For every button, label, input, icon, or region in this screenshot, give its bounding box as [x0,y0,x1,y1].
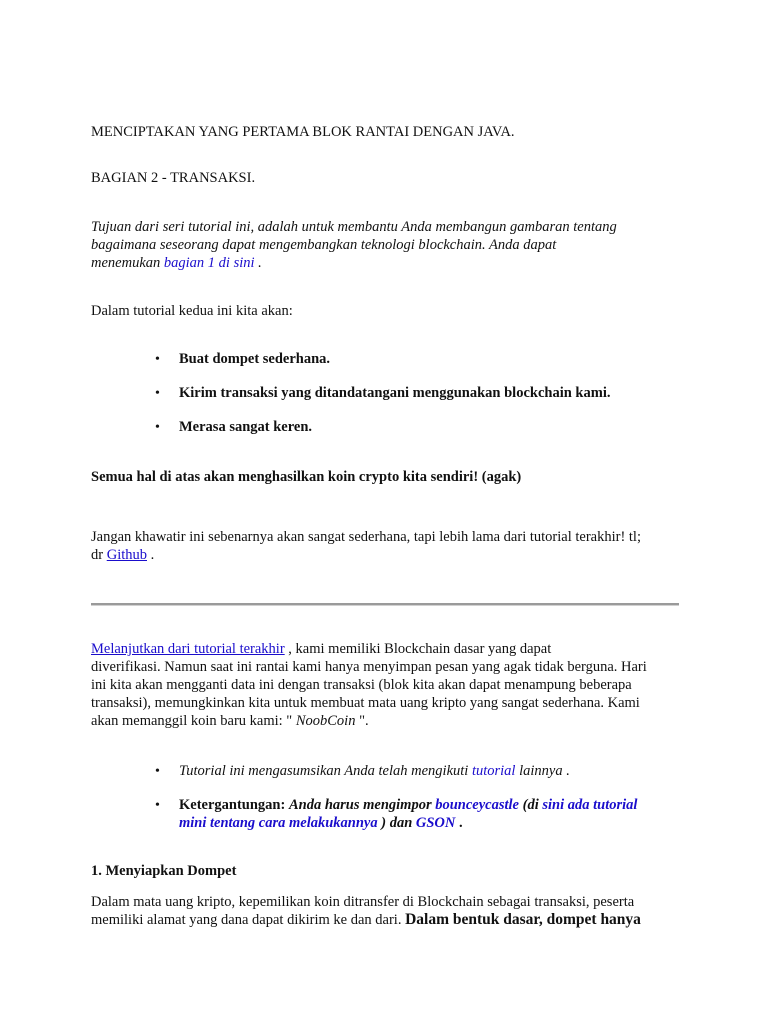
note-line: Jangan khawatir ini sebenarnya akan sangat sederhana, tapi lebih lama dari tutorial terakhir! tl; [91,529,641,545]
section-line [91,911,681,929]
dependency-text: ) dan [377,815,416,831]
page-title: MENCIPTAKAN YANG PERTAMA BLOK RANTAI DENGAN JAVA. [91,124,515,140]
note-text: dr [91,547,107,563]
section-heading: 1. Menyiapkan Dompet [91,863,237,879]
summary-text: Semua hal di atas akan menghasilkan koin crypto kita sendiri! (agak) [91,469,522,485]
intro-line: Tujuan dari seri tutorial ini, adalah untuk membantu Anda membangun gambaran tentang [91,219,617,235]
intro-paragraph [91,218,681,272]
page-subtitle: BAGIAN 2 - TRANSAKSI. [91,170,256,186]
continue-line: ini kita akan mengganti data ini dengan transaksi (blok kita akan dapat menampung beberapa [91,677,632,693]
continue-text: , kami memiliki Blockchain dasar yang dapat [284,641,552,657]
assumption-text: lainnya . [515,763,570,779]
continue-paragraph [91,640,681,730]
assumption-item [179,762,679,780]
part1-link[interactable]: bagian 1 di sini [163,255,255,271]
previous-tutorial-link[interactable]: Melanjutkan dari tutorial terakhir [91,641,285,657]
continue-text: ". [355,713,369,729]
note-line [91,546,681,564]
bullet-icon: • [155,352,160,367]
dependency-item [179,796,679,832]
continue-line [91,640,681,658]
intro-text: menemukan [91,255,164,271]
dependency-text: (di [519,797,543,813]
goal-item: Kirim transaksi yang ditandatangani menggunakan blockchain kami. [179,385,611,401]
github-link[interactable]: Github [106,547,147,563]
section-bold-text: Dalam bentuk dasar, dompet hanya [405,911,641,928]
note-text: . [147,547,155,563]
goal-item: Merasa sangat keren. [179,419,313,435]
assumption-text: Tutorial ini mengasumsikan Anda telah mengikuti [179,763,472,779]
section-paragraph [91,893,681,929]
continue-line: transaksi), memungkinkan kita untuk membuat mata uang kripto yang sangat sederhana. Kami [91,695,640,711]
intro-text: . [254,255,262,271]
gson-link[interactable]: GSON [415,815,456,831]
coin-name: NoobCoin [295,713,356,729]
goal-item: Buat dompet sederhana. [179,351,331,367]
continue-text: akan memanggil koin baru kami: " [91,713,296,729]
bullet-icon: • [155,798,160,813]
dependency-label: Ketergantungan: [179,797,289,813]
bouncycastle-tutorial-link-cont[interactable]: mini tentang cara melakukannya [179,815,378,831]
dependency-text: . [455,815,463,831]
bullet-icon: • [155,386,160,401]
intro-line [91,254,681,272]
lead-text: Dalam tutorial kedua ini kita akan: [91,303,293,319]
bullet-icon: • [155,420,160,435]
intro-line: bagaimana seseorang dapat mengembangkan teknologi blockchain. Anda dapat [91,237,557,253]
bullet-icon: • [155,764,160,779]
bouncycastle-tutorial-link[interactable]: sini ada tutorial [542,797,638,813]
note-paragraph [91,528,681,564]
horizontal-rule [91,603,679,606]
bouncycastle-link[interactable]: bounceycastle [435,797,519,813]
continue-line: diverifikasi. Namun saat ini rantai kami hanya menyimpan pesan yang agak tidak berguna. Hari [91,659,647,675]
continue-line [91,712,681,730]
section-line: Dalam mata uang kripto, kepemilikan koin ditransfer di Blockchain sebagai transaksi, peserta [91,894,635,910]
dependency-text: Anda harus mengimpor [288,797,436,813]
tutorial-link[interactable]: tutorial [471,763,516,779]
section-text: memiliki alamat yang dana dapat dikirim ke dan dari. [91,912,406,928]
